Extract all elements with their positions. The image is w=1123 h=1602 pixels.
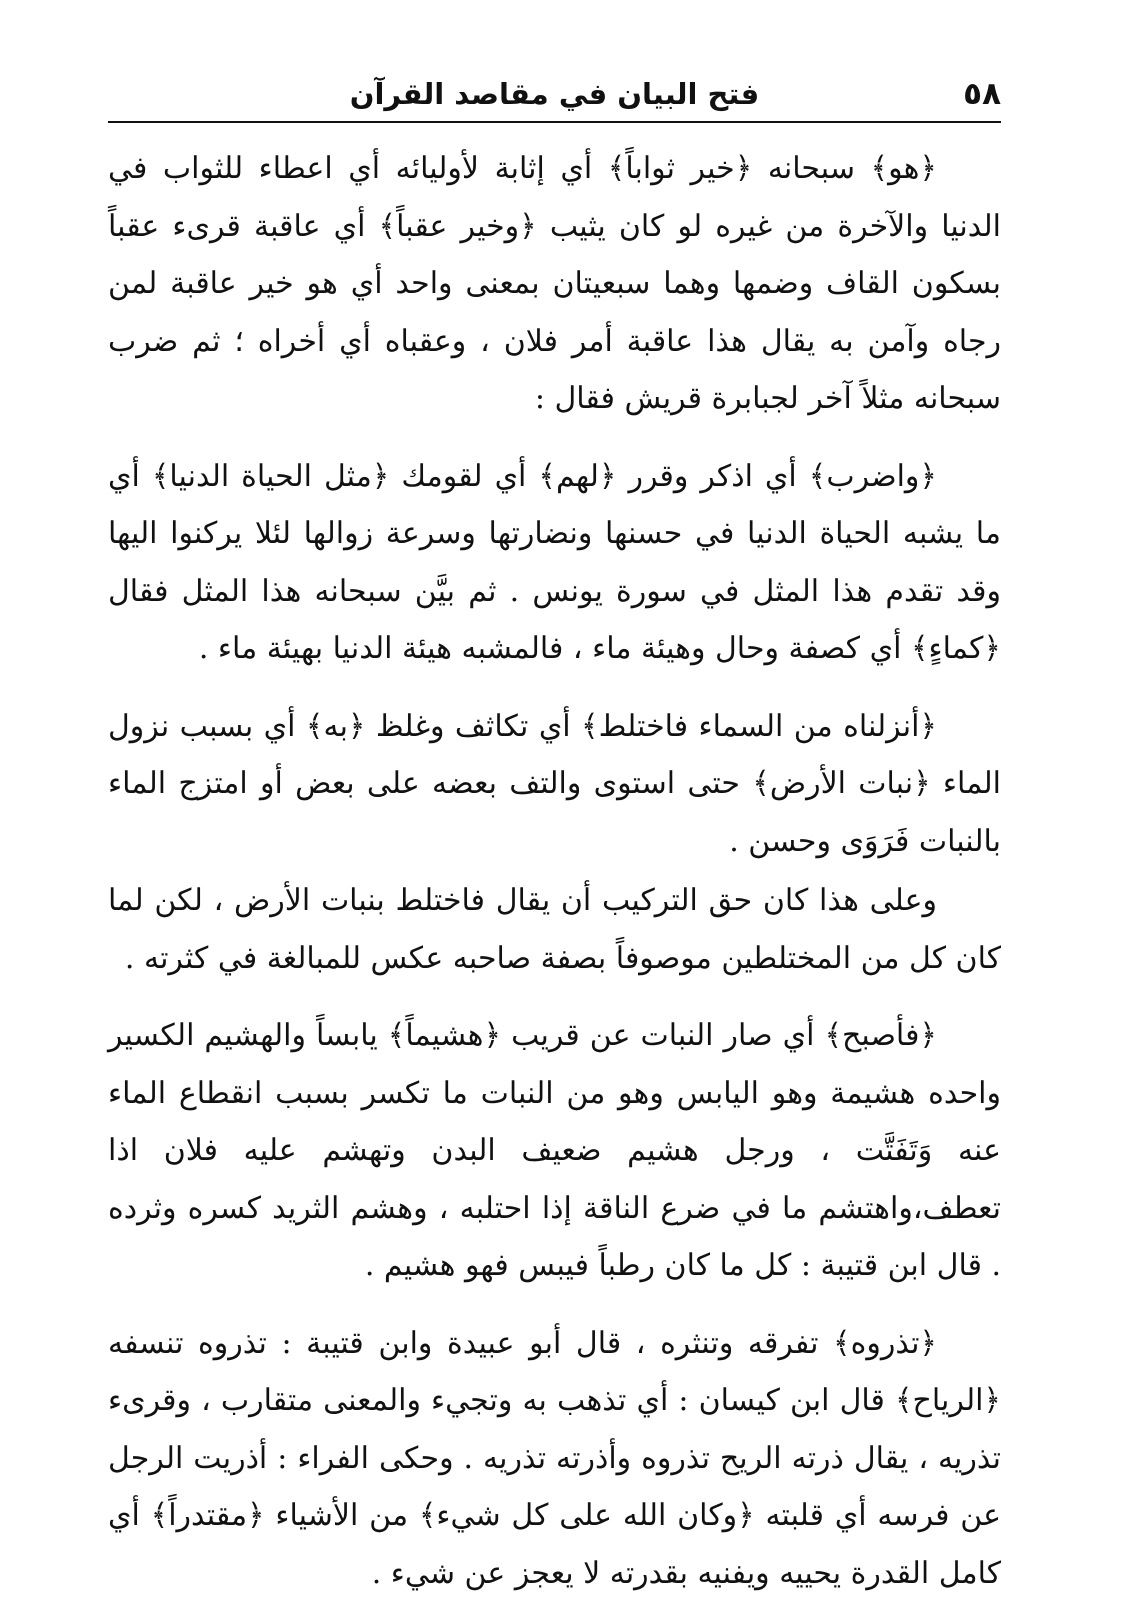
paragraph-3: ﴿أنزلناه من السماء فاختلط﴾ أي تكاثف وغلظ ﴿به﴾ أي بسبب نزول الماء ﴿نبات الأرض﴾ حتى استوى والتف بعضه على بعض أو امتزج الماء بالنبات فَرَوَى وحسن . <box>108 698 1001 871</box>
paragraph-6: ﴿تذروه﴾ تفرقه وتنثره ، قال أبو عبيدة وابن قتيبة : تذروه تنسفه ﴿الرياح﴾ قال ابن كيسان : أي تذهب به وتجيء والمعنى متقارب ، وقرىء تذريه ، يقال ذرته الريح تذروه وأذرته تذريه . وحكى الفراء : أذريت الرجل عن فرسه أي قلبته ﴿وكان الله على كل شيء﴾ من الأشياء ﴿مقتدراً﴾ أي كامل القدرة يحييه ويفنيه بقدرته لا يعجز عن شيء . <box>108 1315 1001 1602</box>
page-body <box>108 140 1001 1602</box>
book-title: فتح البيان في مقاصد القرآن <box>108 76 1001 112</box>
page-number: ٥٨ <box>963 76 1001 112</box>
header-divider <box>108 121 1001 123</box>
paragraph-2: ﴿واضرب﴾ أي اذكر وقرر ﴿لهم﴾ أي لقومك ﴿مثل الحياة الدنيا﴾ أي ما يشبه الحياة الدنيا في حسنها ونضارتها وسرعة زوالها لئلا يركنوا اليها وقد تقدم هذا المثل في سورة يونس . ثم بيَّن سبحانه هذا المثل فقال ﴿كماءٍ﴾ أي كصفة وحال وهيئة ماء ، فالمشبه هيئة الدنيا بهيئة ماء . <box>108 448 1001 678</box>
paragraph-5: ﴿فأصبح﴾ أي صار النبات عن قريب ﴿هشيماً﴾ يابساً والهشيم الكسير واحده هشيمة وهو اليابس وهو من النبات ما تكسر بسبب انقطاع الماء عنه وَتَفَتَّت ، ورجل هشيم ضعيف البدن وتهشم عليه فلان اذا تعطف،واهتشم ما في ضرع الناقة إذا احتلبه ، وهشم الثريد كسره وثرده . قال ابن قتيبة : كل ما كان رطباً فيبس فهو هشيم . <box>108 1007 1001 1295</box>
paragraph-1: ﴿هو﴾ سبحانه ﴿خير ثواباً﴾ أي إثابة لأوليائه أي اعطاء للثواب في الدنيا والآخرة من غيره لو كان يثيب ﴿وخير عقباً﴾ أي عاقبة قرىء عقباً بسكون القاف وضمها وهما سبعيتان بمعنى واحد أي هو خير عاقبة لمن رجاه وآمن به يقال هذا عاقبة أمر فلان ، وعقباه أي أخراه ؛ ثم ضرب سبحانه مثلاً آخر لجبابرة قريش فقال : <box>108 140 1001 428</box>
running-header <box>108 70 1001 120</box>
paragraph-4: وعلى هذا كان حق التركيب أن يقال فاختلط بنبات الأرض ، لكن لما كان كل من المختلطين موصوفاً بصفة صاحبه عكس للمبالغة في كثرته . <box>108 872 1001 987</box>
